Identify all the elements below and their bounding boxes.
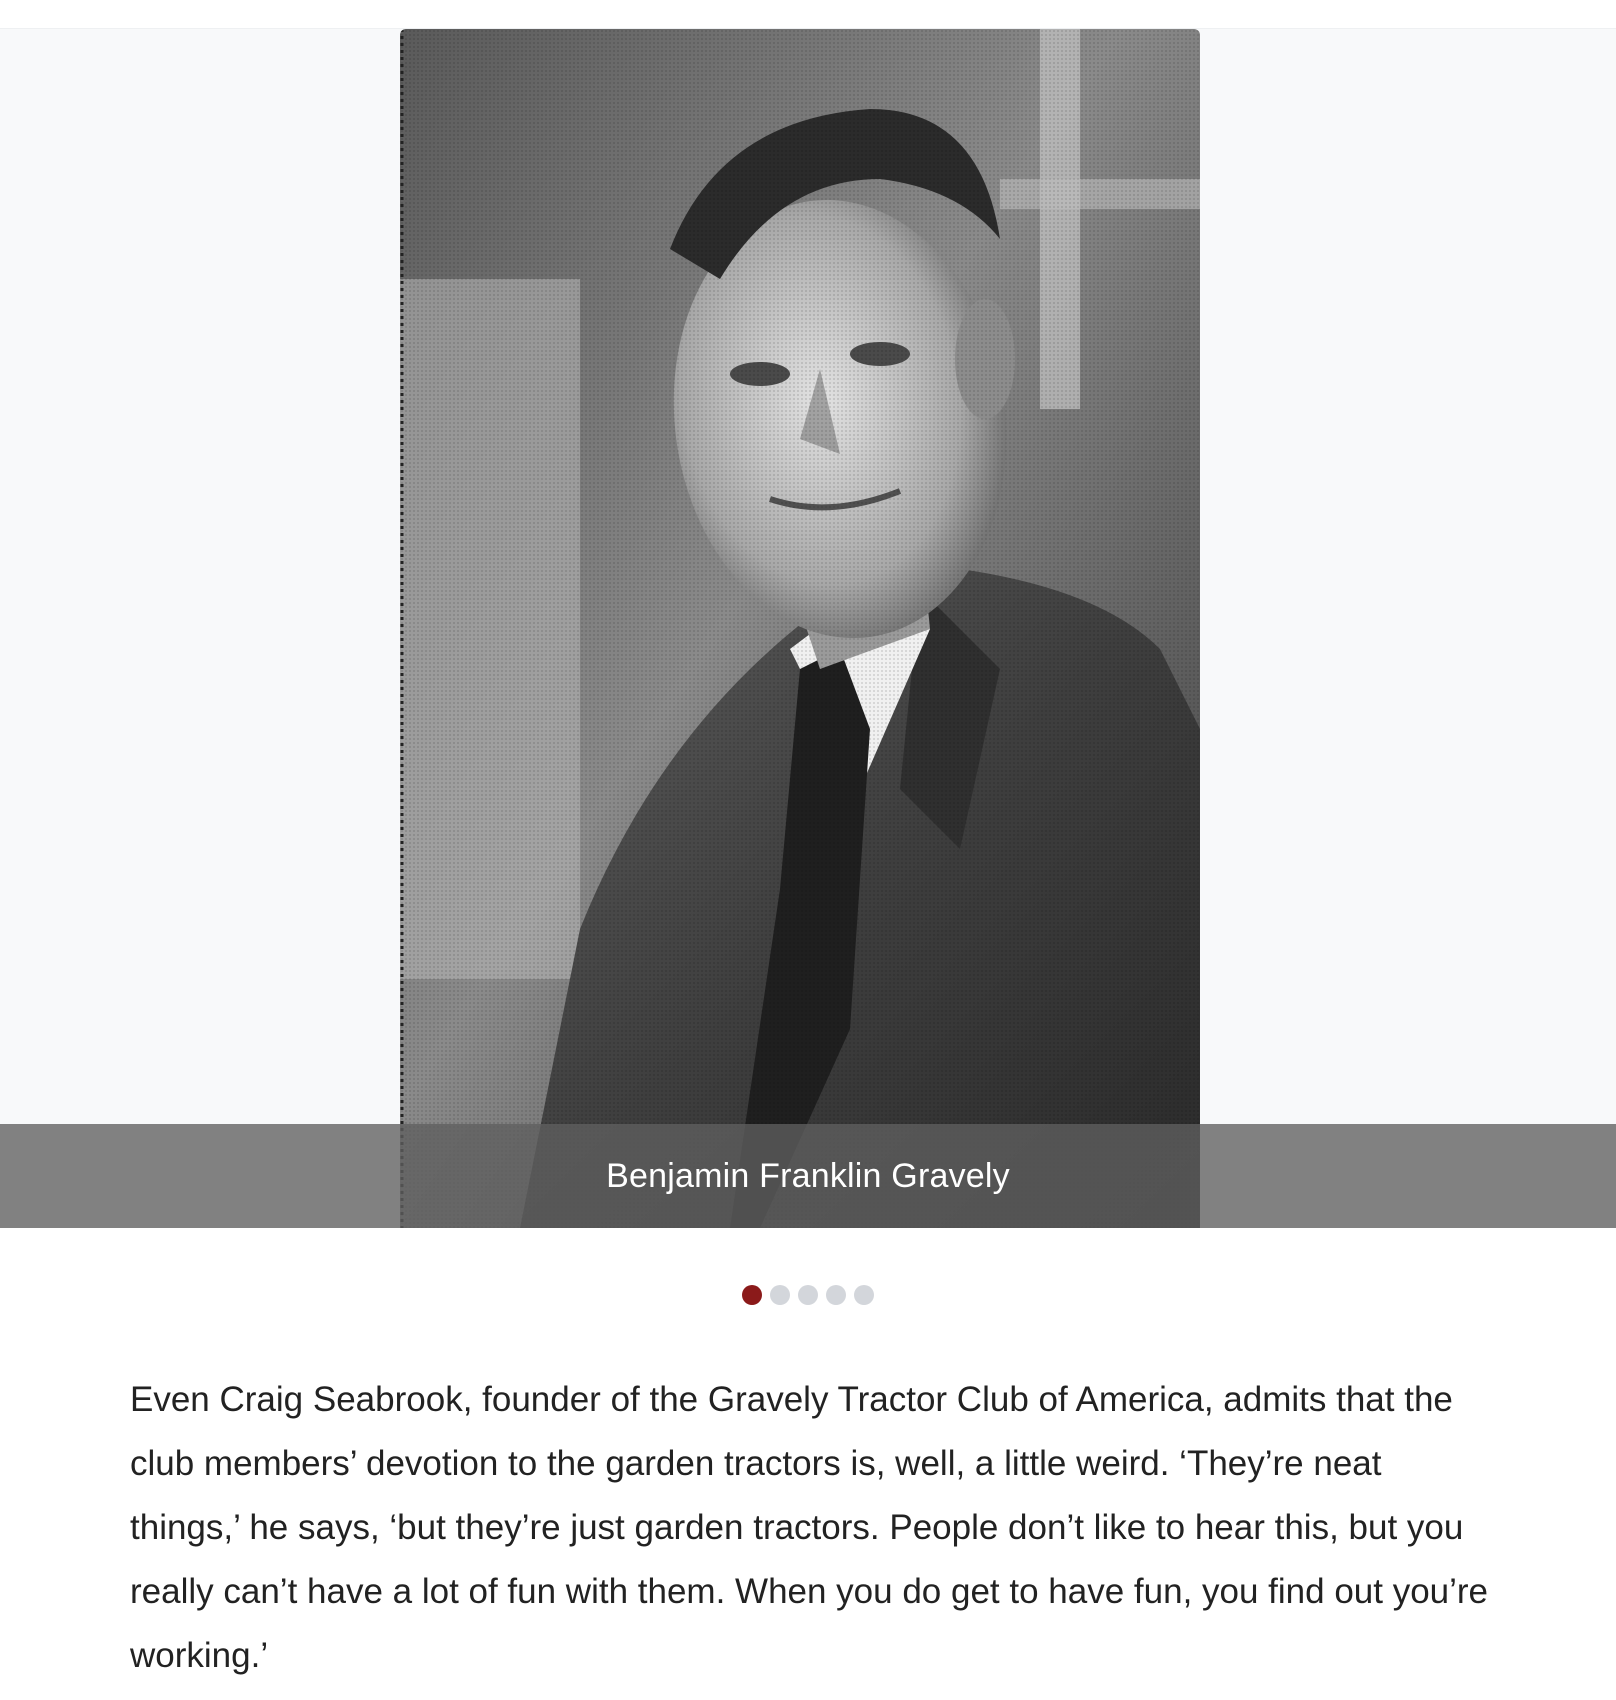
slide-dot-4[interactable] [826,1285,846,1305]
slide-caption: Benjamin Franklin Gravely [606,1156,1010,1195]
slide-dot-5[interactable] [854,1285,874,1305]
slide-caption-bar [0,1124,1616,1228]
slide-dot-3[interactable] [798,1285,818,1305]
article-paragraph: Even Craig Seabrook, founder of the Gravely Tractor Club of America, admits that the club members’ devotion to the garden tractors is, well, a little weird. ‘They’re neat things,’ he says, ‘but they’re just garden tractors. People don’t like to hear this, but you really can’t have a lot of fun with them. When you do get to have fun, you find out you’re working.’ [130,1380,1489,1675]
slideshow[interactable] [0,29,1616,1228]
portrait-photo [400,29,1200,1228]
top-bar [0,0,1616,29]
slide-dot-1[interactable] [742,1285,762,1305]
slide-dot-2[interactable] [770,1285,790,1305]
slide-pagination [0,1285,1616,1305]
